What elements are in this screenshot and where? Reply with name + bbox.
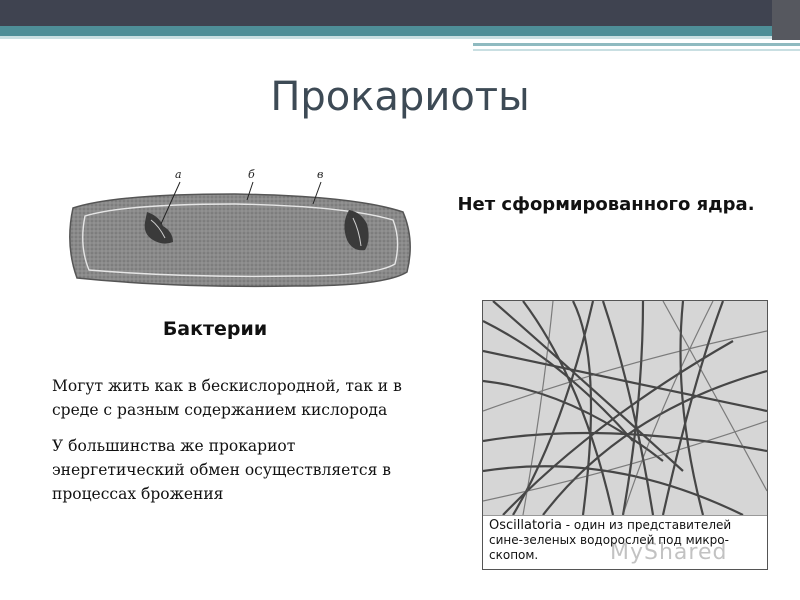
bacteria-caption: Бактерии	[162, 318, 268, 340]
no-nucleus-heading: Нет сформированного ядра.	[457, 194, 755, 215]
header-pale-band	[0, 36, 800, 39]
bacterium-illustration	[55, 160, 415, 295]
slide-title: Прокариоты	[270, 74, 530, 120]
header-dark-band	[0, 0, 800, 26]
header-corner-block	[772, 0, 800, 40]
paragraph-oxygen: Могут жить как в бескислородной, так и в среде с разным содержанием кислорода	[52, 377, 402, 419]
oscillatoria-filaments	[483, 301, 767, 515]
figure-label-b: б	[248, 168, 255, 181]
header-teal-band	[0, 26, 800, 36]
watermark: MyShared	[610, 540, 728, 565]
paragraph-fermentation: У большинства же прокариот энергетический обмен осуществляется в процессах брожения	[52, 437, 392, 503]
oscillatoria-photo	[482, 300, 768, 570]
header-stripe	[473, 43, 800, 46]
header-stripe	[473, 49, 800, 51]
caption-title: Oscillatoria	[489, 518, 562, 533]
figure-label-a: а	[175, 168, 182, 181]
figure-label-v: в	[317, 168, 324, 181]
caption-description: - один из представителей сине-зеленых водорослей под микро-скопом.	[489, 518, 732, 562]
